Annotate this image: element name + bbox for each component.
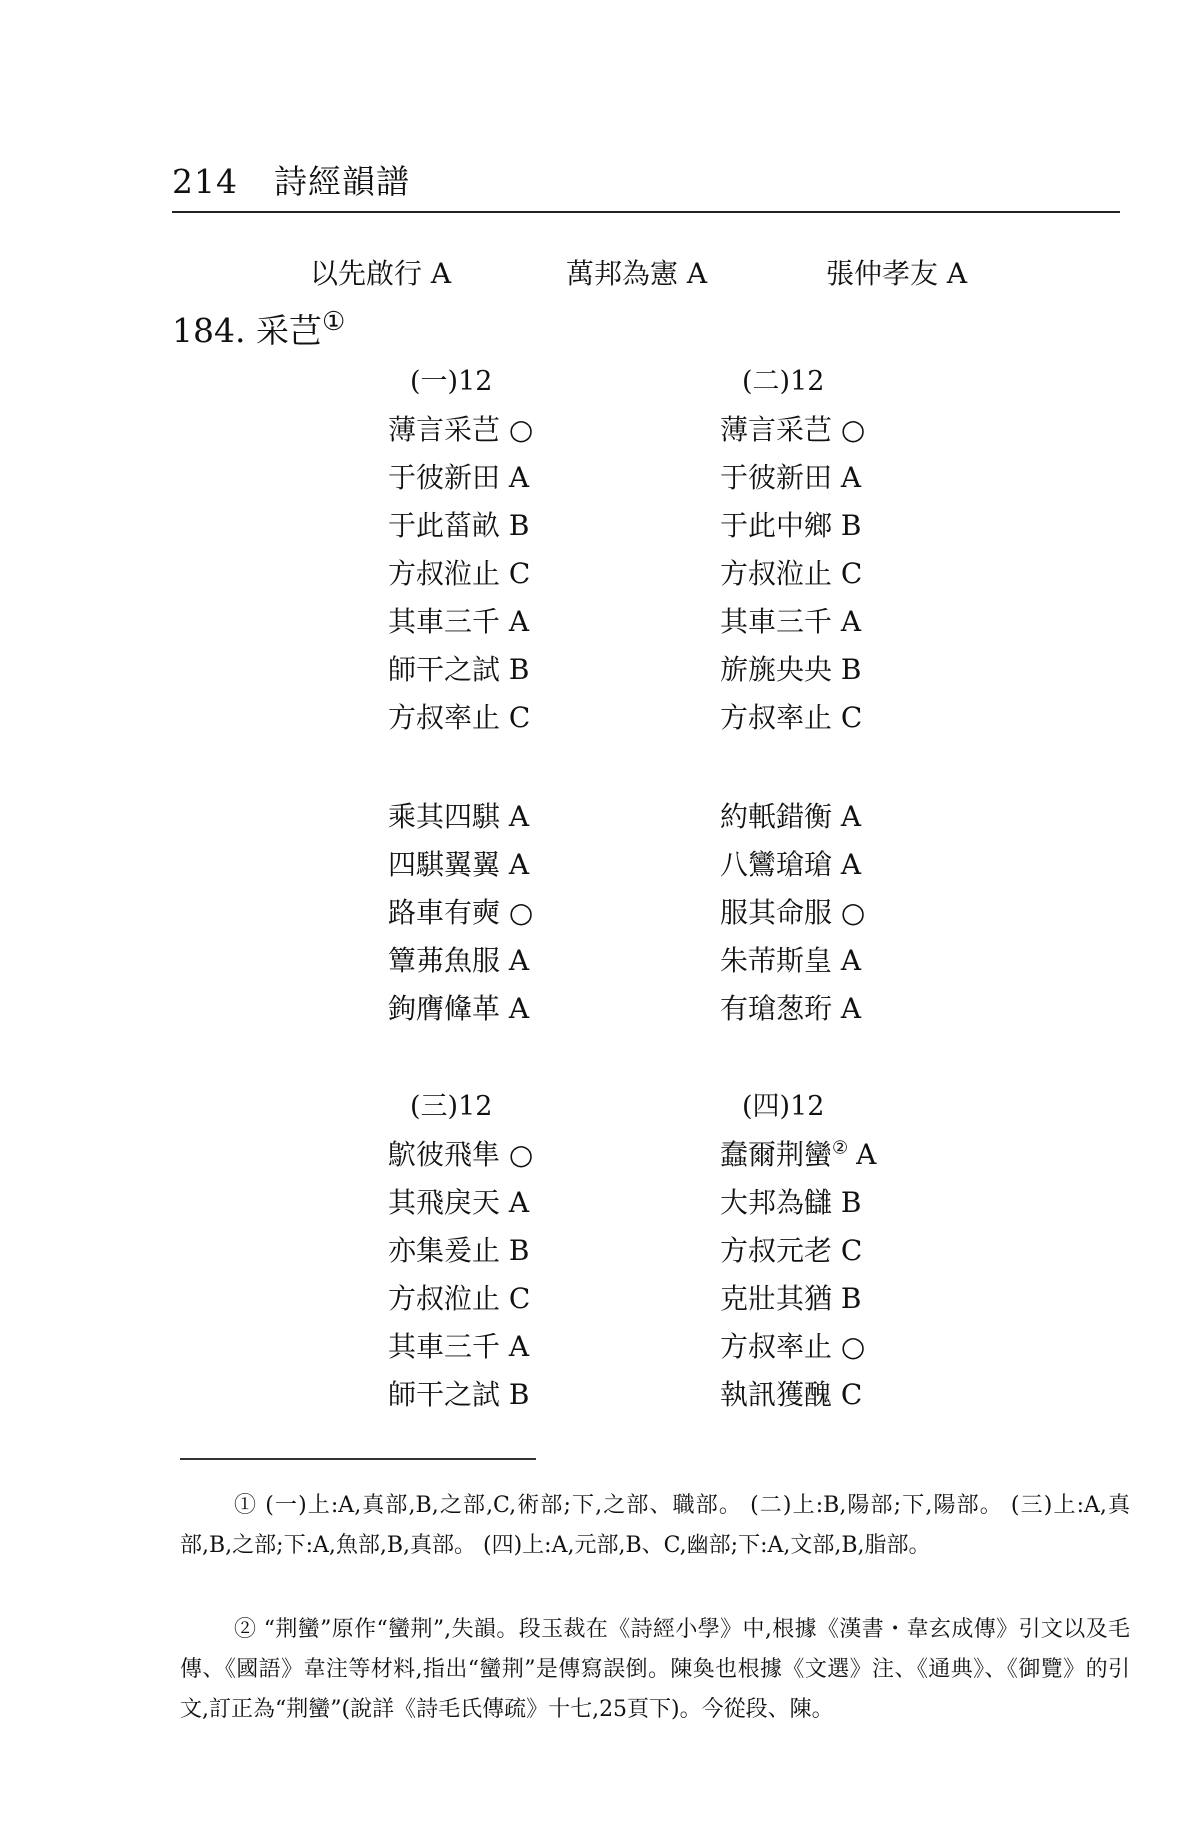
verse-line: 方叔率止 C xyxy=(720,701,863,734)
stanza-2-continued xyxy=(720,793,865,1033)
rhyme-tag: A xyxy=(856,1138,877,1171)
book-title: 詩經韻譜 xyxy=(274,162,410,201)
verse-line: 師干之試 B xyxy=(388,1378,530,1411)
verse-line: 其車三千 A xyxy=(388,1330,530,1363)
stanza-3 xyxy=(388,1083,533,1419)
verse-line: 薄言采芑 ○ xyxy=(720,413,866,446)
verse-line: 乘其四騏 A xyxy=(388,800,530,833)
running-head xyxy=(172,156,410,203)
carry-over-line: 萬邦為憲 A xyxy=(566,257,708,290)
verse-line: 方叔率止 ○ xyxy=(720,1330,866,1363)
verse-line: 于彼新田 A xyxy=(720,461,862,494)
footnote-text: ② “荆蠻”原作“蠻荆”,失韻。段玉裁在《詩經小學》中,根據《漢書・韋玄成傳》引文以及毛傳、《國語》韋注等材料,指出“蠻荆”是傳寫誤倒。陳奐也根據《文選》注、《通典》、《御覽》的引文,訂正為“荆蠻”(說詳《詩毛氏傳疏》十七,25頁下)。今從段、陳。 xyxy=(180,1617,1130,1722)
footnote-1 xyxy=(180,1486,1130,1566)
verse-line: 方叔元老 C xyxy=(720,1234,863,1267)
verse-line: 執訊獲醜 C xyxy=(720,1378,863,1411)
footnote-rule xyxy=(180,1458,536,1460)
verse-text: 蠢爾荆蠻 xyxy=(720,1138,833,1171)
verse-line: 有瑲葱珩 A xyxy=(720,992,862,1025)
verse-line: 薄言采芑 ○ xyxy=(388,413,534,446)
verse-line: 四騏翼翼 A xyxy=(388,848,530,881)
verse-line: 服其命服 ○ xyxy=(720,896,866,929)
verse-line: 約軝錯衡 A xyxy=(720,800,862,833)
verse-line: 方叔涖止 C xyxy=(388,557,531,590)
verse-line: 朱芾斯皇 A xyxy=(720,944,862,977)
stanza-4 xyxy=(720,1083,876,1419)
verse-line: 亦集爰止 B xyxy=(388,1234,530,1267)
verse-line xyxy=(720,1131,876,1179)
page-number: 214 xyxy=(172,162,238,201)
verse-line: 師干之試 B xyxy=(388,653,530,686)
footnote-text: ① (一)上:A,真部,B,之部,C,術部;下,之部、職部。 (二)上:B,陽部;下,陽部。 (三)上:A,真部,B,之部;下:A,魚部,B,真部。 (四)上:A,元部,B、C,幽部;下:A,文部,B,脂部。 xyxy=(180,1493,1130,1558)
stanza-2 xyxy=(720,358,865,742)
poem-number-title: 184. 采芑 xyxy=(172,311,322,350)
verse-line: 克壯其猶 B xyxy=(720,1282,862,1315)
stanza-heading: (二)12 xyxy=(742,366,825,397)
footnote-marker: ① xyxy=(321,307,346,337)
carry-over-line: 張仲孝友 A xyxy=(826,257,968,290)
footnote-2 xyxy=(180,1610,1130,1730)
verse-line: 于此菑畝 B xyxy=(388,509,530,542)
verse-line: 鴥彼飛隼 ○ xyxy=(388,1138,534,1171)
verse-line: 方叔涖止 C xyxy=(720,557,863,590)
stanza-heading: (一)12 xyxy=(410,366,493,397)
stanza-heading: (三)12 xyxy=(410,1091,493,1122)
verse-line: 路車有奭 ○ xyxy=(388,896,534,929)
stanza-1 xyxy=(388,358,533,742)
verse-line: 旂旐央央 B xyxy=(720,653,862,686)
verse-line: 其車三千 A xyxy=(720,605,862,638)
verse-line: 八鸞瑲瑲 A xyxy=(720,848,862,881)
verse-line: 簟茀魚服 A xyxy=(388,944,530,977)
poem-title xyxy=(172,305,345,352)
verse-line: 方叔率止 C xyxy=(388,701,531,734)
verse-line: 大邦為讎 B xyxy=(720,1186,862,1219)
verse-line: 其車三千 A xyxy=(388,605,530,638)
verse-line: 其飛戾天 A xyxy=(388,1186,530,1219)
verse-line: 于彼新田 A xyxy=(388,461,530,494)
header-rule xyxy=(172,211,1120,213)
stanza-heading: (四)12 xyxy=(742,1091,825,1122)
carry-over-line: 以先啟行 A xyxy=(310,257,452,290)
verse-line: 于此中鄉 B xyxy=(720,509,862,542)
verse-line: 鉤膺鞗革 A xyxy=(388,992,530,1025)
stanza-1-continued xyxy=(388,793,533,1033)
footnote-marker: ② xyxy=(832,1137,849,1159)
verse-line: 方叔涖止 C xyxy=(388,1282,531,1315)
